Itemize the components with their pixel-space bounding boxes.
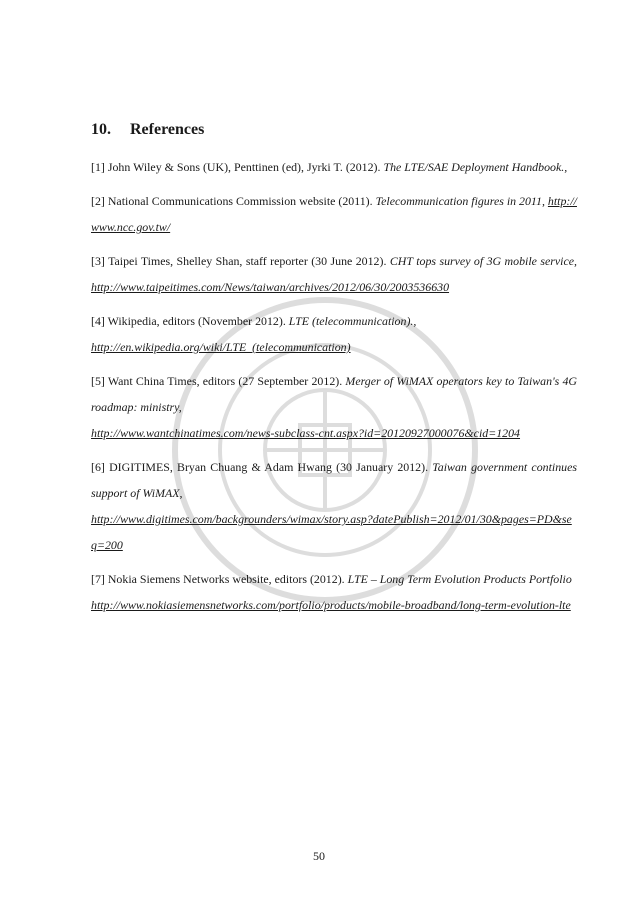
reference-item bbox=[91, 454, 577, 558]
reference-text: Taipei Times, Shelley Shan, staff reporter (30 June 2012). bbox=[104, 254, 390, 268]
reference-item bbox=[91, 188, 577, 240]
reference-link[interactable]: http://en.wikipedia.org/wiki/LTE_(telecommunication) bbox=[91, 340, 351, 354]
reference-item bbox=[91, 308, 577, 360]
reference-title: CHT tops survey of 3G mobile service, bbox=[389, 254, 577, 268]
reference-link[interactable]: http://www.wantchinatimes.com/news-subclass-cnt.aspx?id=20120927000076&cid=1204 bbox=[91, 426, 521, 440]
reference-title: LTE (telecommunication)., bbox=[288, 314, 417, 328]
section-number: 10. bbox=[91, 121, 111, 138]
reference-text: DIGITIMES, Bryan Chuang & Adam Hwang (30 January 2012). bbox=[104, 460, 433, 474]
reference-text: Nokia Siemens Networks website, editors (2012). bbox=[104, 572, 348, 586]
section-heading bbox=[91, 118, 577, 142]
reference-id: [3] bbox=[91, 254, 105, 268]
reference-text: John Wiley & Sons (UK), Penttinen (ed), Jyrki T. (2012). bbox=[104, 160, 384, 174]
document-body bbox=[91, 118, 577, 626]
reference-id: [4] bbox=[91, 314, 105, 328]
reference-link[interactable]: http://www.digitimes.com/backgrounders/wimax/story.asp?datePublish=2012/01/30&pages=PD&seq=200 bbox=[91, 512, 572, 552]
reference-id: [7] bbox=[91, 572, 105, 586]
reference-item bbox=[91, 368, 577, 446]
reference-title: LTE – Long Term Evolution Products Portfolio bbox=[347, 572, 572, 586]
reference-link[interactable]: http://www.taipeitimes.com/News/taiwan/archives/2012/06/30/2003536630 bbox=[91, 280, 450, 294]
reference-item bbox=[91, 154, 577, 180]
reference-title: The LTE/SAE Deployment Handbook., bbox=[383, 160, 568, 174]
reference-link[interactable]: http://www.nokiasiemensnetworks.com/portfolio/products/mobile-broadband/long-term-evolution-lte bbox=[91, 598, 571, 612]
reference-title: Taiwan government continues support of WiMAX, bbox=[91, 460, 577, 500]
page-number: 50 bbox=[313, 849, 325, 863]
reference-id: [1] bbox=[91, 160, 105, 174]
reference-text: Want China Times, editors (27 September 2012). bbox=[104, 374, 346, 388]
reference-id: [2] bbox=[91, 194, 105, 208]
reference-text: Wikipedia, editors (November 2012). bbox=[104, 314, 289, 328]
section-title: References bbox=[130, 121, 205, 138]
reference-title: Telecommunication figures in 2011, bbox=[375, 194, 545, 208]
reference-list bbox=[91, 154, 577, 618]
reference-text: National Communications Commission website (2011). bbox=[104, 194, 376, 208]
reference-link[interactable]: http://www.ncc.gov.tw/ bbox=[91, 194, 577, 234]
reference-title: Merger of WiMAX operators key to Taiwan's 4G roadmap: ministry, bbox=[91, 374, 577, 414]
reference-item bbox=[91, 248, 577, 300]
reference-id: [6] bbox=[91, 460, 105, 474]
reference-item bbox=[91, 566, 577, 618]
reference-id: [5] bbox=[91, 374, 105, 388]
